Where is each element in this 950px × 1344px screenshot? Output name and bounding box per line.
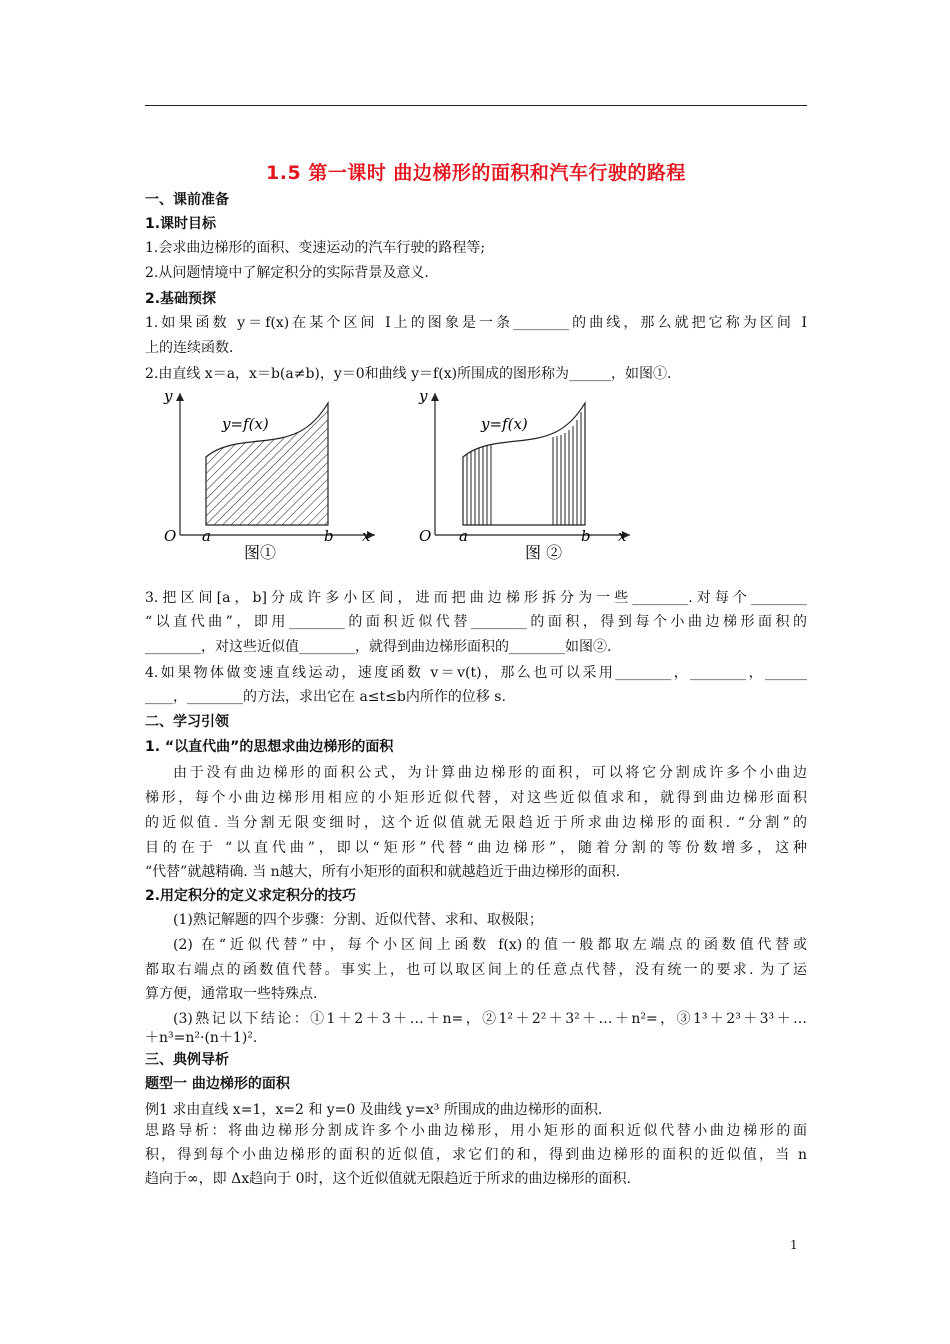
fig2-a-label: a (459, 527, 468, 545)
subheading-technique: 2.用定积分的定义求定积分的技巧 (145, 888, 357, 904)
fig1-b-label: b (324, 527, 334, 545)
fig1-a-label: a (202, 527, 211, 545)
subheading-goals: 1.课时目标 (145, 216, 217, 232)
fig2-y-label: y (419, 387, 428, 405)
tip-3-line-1: (3)熟记以下结论：①1＋2＋3＋…＋n=，②1²＋2²＋3²＋…＋n²=，③1³＋2³＋3³＋… (173, 1011, 807, 1027)
fig2-caption: 图 ② (525, 543, 563, 562)
fig1-x-label: x (362, 527, 371, 545)
section-heading-1: 一、课前准备 (145, 192, 229, 208)
para-1-line-5: “代替”就越精确. 当 n越大，所有小矩形的面积和就越趋近于曲边梯形的面积. (145, 864, 621, 880)
header-rule (145, 105, 807, 106)
page-title: 1.5 第一课时 曲边梯形的面积和汽车行驶的路程 (266, 162, 686, 184)
analysis-line-1: 思路导析：将曲边梯形分割成许多个小曲边梯形，用小矩形的面积近似代替小曲边梯形的面 (145, 1123, 807, 1139)
question-3-line-1: 3.把区间[a，b]分成许多小区间，进而把曲边梯形拆分为一些________.对每个________ (145, 590, 807, 606)
fig2-x-label: x (618, 527, 627, 545)
tip-2-line-2: 都取右端点的函数值代替。事实上，也可以取区间上的任意点代替，没有统一的要求. 为了运 (145, 962, 807, 978)
analysis-line-3: 趋向于∞，即 Δx趋向于 0时，这个近似值就无限趋近于所求的曲边梯形的面积. (145, 1171, 631, 1187)
goal-1: 1.会求曲边梯形的面积、变速运动的汽车行驶的路程等; (145, 240, 486, 256)
fig2-b-label: b (581, 527, 591, 545)
figure-1 (150, 385, 390, 565)
section-heading-2: 二、学习引领 (145, 714, 229, 730)
analysis-line-2: 积，得到每个小曲边梯形的面积的近似值，求它们的和，得到曲边梯形的面积的近似值，当 n (145, 1147, 807, 1163)
subheading-type-1: 题型一 曲边梯形的面积 (145, 1076, 290, 1092)
para-1-line-3: 的近似值. 当分割无限变细时，这个近似值就无限趋近于所求曲边梯形的面积. “分割”的 (145, 815, 807, 831)
subheading-idea: 1. “以直代曲”的思想求曲边梯形的面积 (145, 739, 394, 755)
para-1-line-1: 由于没有曲边梯形的面积公式，为计算曲边梯形的面积，可以将它分割成许多个小曲边 (173, 765, 807, 781)
strip-lines-left (467, 445, 491, 525)
question-4-line-1: 4.如果物体做变速直线运动，速度函数 v＝v(t)，那么也可以采用________，________，______ (145, 665, 807, 681)
strip-lines-right (553, 412, 581, 525)
example-1: 例1 求由直线 x=1，x=2 和 y=0 及曲线 y=x³ 所围成的曲边梯形的面积. (145, 1102, 603, 1118)
fig1-y-label: y (164, 387, 173, 405)
para-1-line-2: 梯形，每个小曲边梯形用相应的小矩形近似代替，对这些近似值求和，就得到曲边梯形面积 (145, 790, 807, 806)
question-1-line-2: 上的连续函数. (145, 340, 234, 356)
figure-2 (405, 385, 645, 565)
page-number: 1 (790, 1238, 798, 1252)
fig2-fx-label: y=f(x) (481, 415, 528, 433)
tip-2-line-3: 算方便，通常取一些特殊点. (145, 986, 318, 1002)
question-2: 2.由直线 x＝a，x＝b(a≠b)，y＝0和曲线 y＝f(x)所围成的图形称为______，如图①. (145, 366, 672, 382)
goal-2: 2.从问题情境中了解定积分的实际背景及意义. (145, 265, 429, 281)
fig1-caption: 图① (244, 543, 277, 562)
section-heading-3: 三、典例导析 (145, 1052, 229, 1068)
question-1-line-1: 1.如果函数 y＝f(x)在某个区间 I上的图象是一条________的曲线，那么就把它称为区间 I (145, 315, 807, 331)
fig2-origin: O (419, 527, 432, 545)
question-3-line-3: ________，对这些近似值________，就得到曲边梯形面积的________如图②. (145, 639, 612, 655)
subheading-preview: 2.基础预探 (145, 291, 217, 307)
fig1-fx-label: y=f(x) (222, 415, 269, 433)
question-4-line-2: ____，________的方法，求出它在 a≤t≤b内所作的位移 s. (145, 689, 506, 705)
question-3-line-2: “以直代曲”，即用________的面积近似代替________的面积，得到每个小曲边梯形面积的 (145, 614, 807, 630)
fig1-origin: O (164, 527, 177, 545)
tip-1: (1)熟记解题的四个步骤：分割、近似代替、求和、取极限； (173, 912, 543, 928)
tip-3-line-2: ＋n³=n²·(n＋1)². (145, 1030, 258, 1046)
tip-2-line-1: (2) 在“近似代替”中，每个小区间上函数 f(x)的值一般都取左端点的函数值代替或 (173, 937, 807, 953)
para-1-line-4: 目的在于 “以直代曲”，即以“矩形”代替“曲边梯形”，随着分割的等份数增多，这种 (145, 840, 807, 856)
